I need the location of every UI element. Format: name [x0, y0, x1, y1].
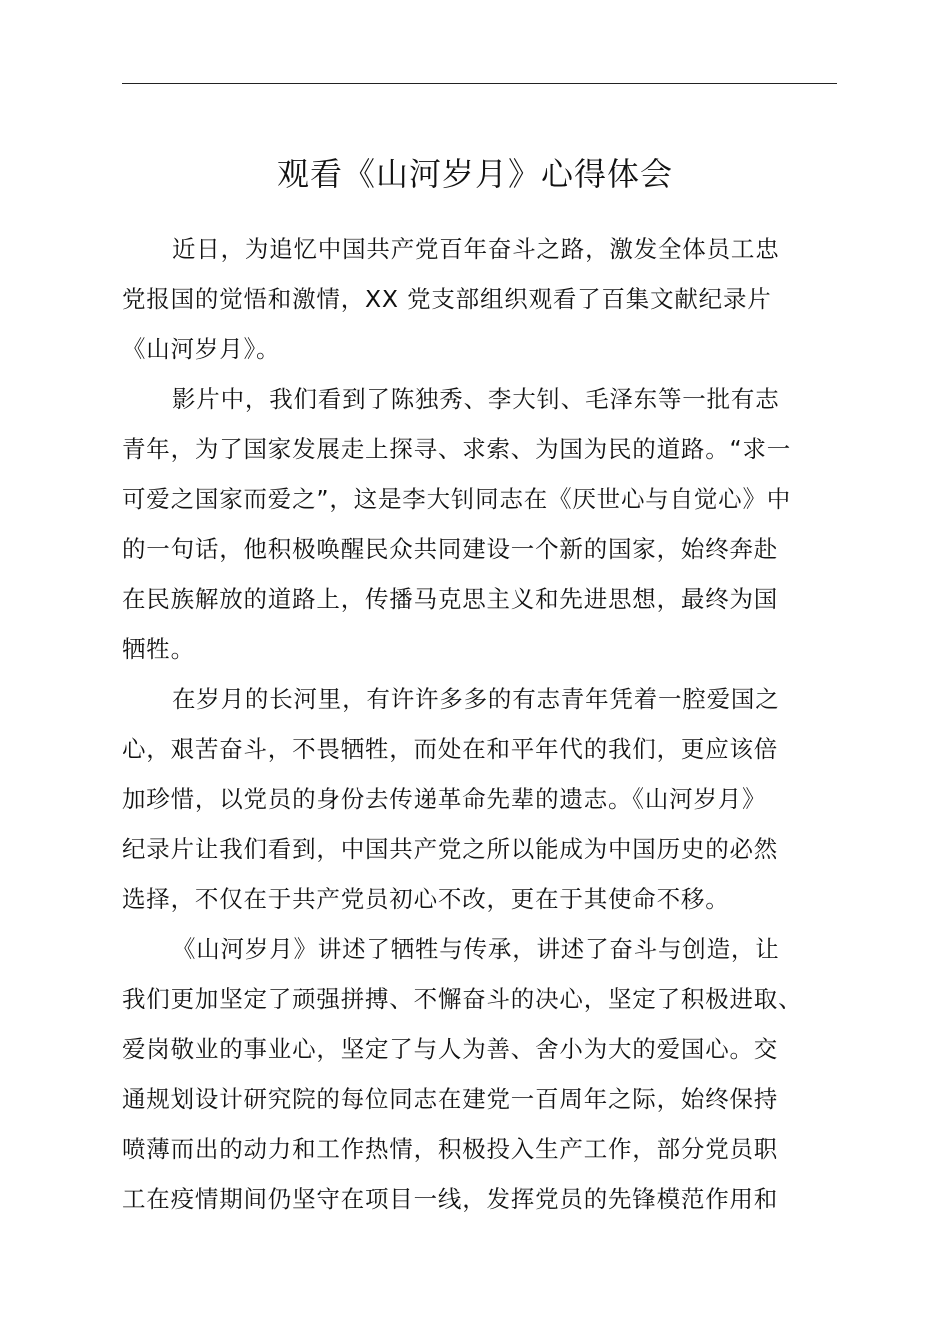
header-rule [122, 83, 837, 84]
paragraph-line: 工在疫情期间仍坚守在项目一线，发挥党员的先锋模范作用和 [122, 1185, 779, 1213]
paragraph-line: 加珍惜，以党员的身份去传递革命先辈的遗志。《山河岁月》 [122, 785, 767, 813]
paragraph-line: 青年，为了国家发展走上探寻、求索、为国为民的道路。“求一 [122, 435, 792, 463]
paragraph-4 [122, 924, 842, 1224]
paragraph-line: 在岁月的长河里，有许许多多的有志青年凭着一腔爱国之 [172, 685, 780, 713]
document-body [122, 224, 842, 1224]
paragraph-line: 的一句话，他积极唤醒民众共同建设一个新的国家，始终奔赴 [122, 535, 779, 563]
paragraph-line: 喷薄而出的动力和工作热情，积极投入生产工作，部分党员职 [122, 1135, 779, 1163]
paragraph-line: 《山河岁月》。 [122, 335, 281, 363]
paragraph-line: 近日，为追忆中国共产党百年奋斗之路，激发全体员工忠 [172, 235, 780, 263]
paragraph-2 [122, 374, 842, 674]
paragraph-line: 选择，不仅在于共产党员初心不改，更在于其使命不移。 [122, 885, 730, 913]
paragraph-line: 心，艰苦奋斗，不畏牺牲，而处在和平年代的我们，更应该倍 [122, 735, 779, 763]
paragraph-line: 牺牲。 [122, 635, 195, 663]
paragraph-1 [122, 224, 842, 374]
document-title: 观看《山河岁月》心得体会 [276, 155, 673, 193]
paragraph-line: 可爱之国家而爱之”，这是李大钊同志在《厌世心与自觉心》中 [122, 485, 792, 513]
paragraph-line: 爱岗敬业的事业心，坚定了与人为善、舍小为大的爱国心。交 [122, 1035, 779, 1063]
paragraph-line: 《山河岁月》讲述了牺牲与传承，讲述了奋斗与创造，让 [172, 935, 780, 963]
paragraph-line: 我们更加坚定了顽强拼搏、不懈奋斗的决心，坚定了积极进取、 [122, 985, 803, 1013]
paragraph-line: 通规划设计研究院的每位同志在建党一百周年之际，始终保持 [122, 1085, 779, 1113]
paragraph-line: 党报国的觉悟和激情，XX 党支部组织观看了百集文献纪录片 [122, 285, 772, 313]
paragraph-line: 影片中，我们看到了陈独秀、李大钊、毛泽东等一批有志 [172, 385, 780, 413]
paragraph-line: 在民族解放的道路上，传播马克思主义和先进思想，最终为国 [122, 585, 779, 613]
paragraph-line: 纪录片让我们看到，中国共产党之所以能成为中国历史的必然 [122, 835, 779, 863]
paragraph-3 [122, 674, 842, 924]
